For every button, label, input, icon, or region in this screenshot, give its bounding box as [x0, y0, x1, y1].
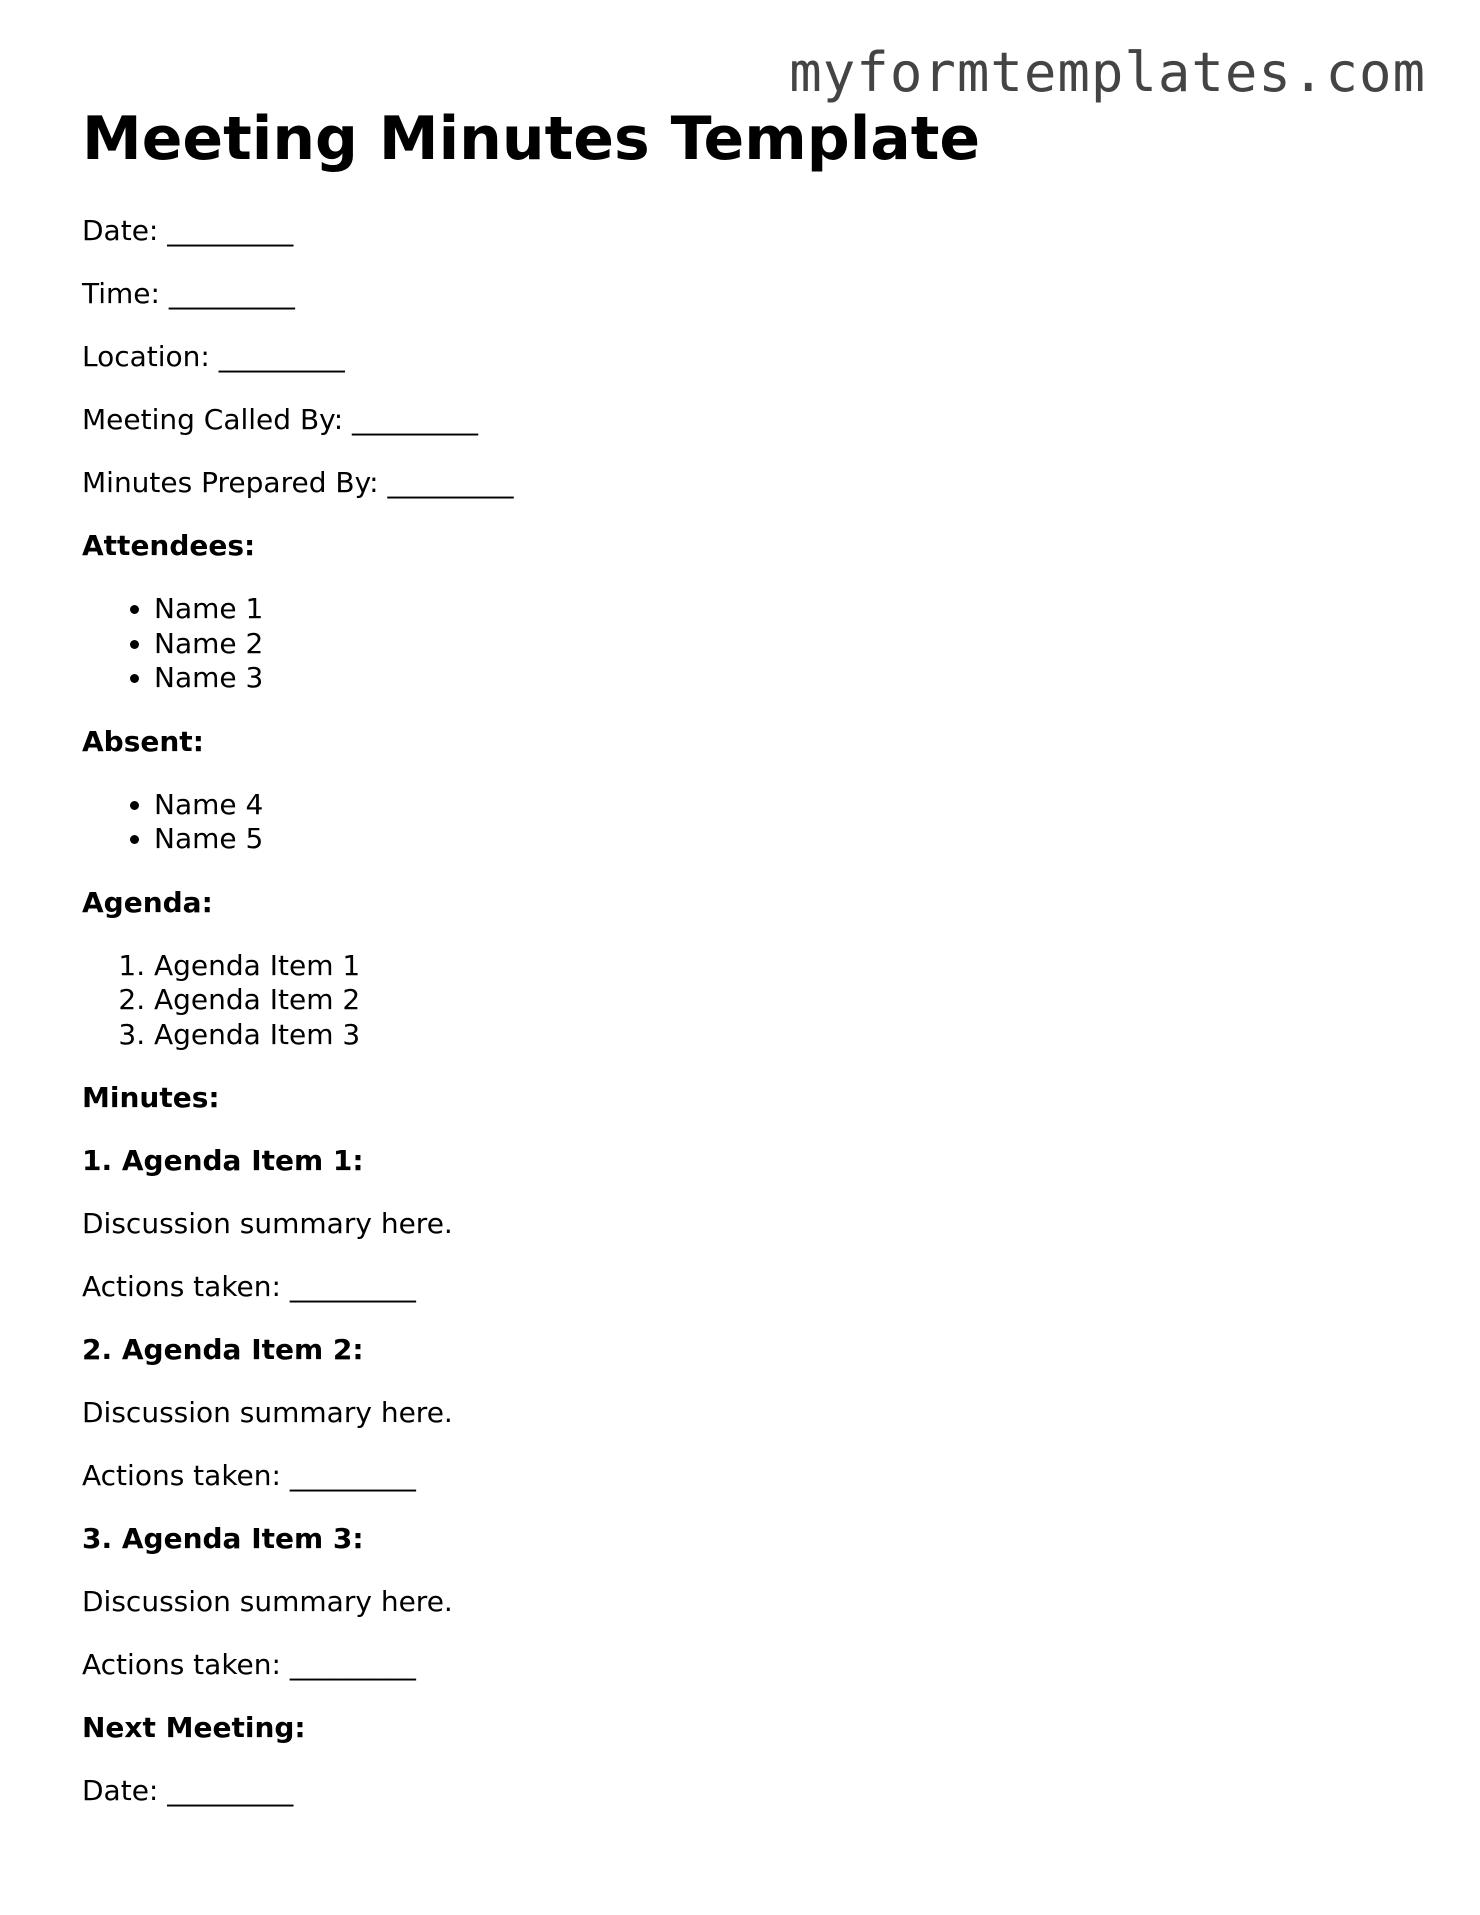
actions-taken-blank[interactable]: _________	[289, 1459, 416, 1492]
next-meeting-date-label: Date:	[82, 1774, 159, 1807]
discussion-summary: Discussion summary here.	[82, 1585, 453, 1618]
absent-list	[82, 788, 1402, 857]
actions-taken-field[interactable]	[82, 1648, 1402, 1682]
date-field-blank[interactable]: _________	[167, 214, 294, 247]
next-meeting-date-field[interactable]	[82, 1774, 1402, 1808]
list-item: • Name 1	[154, 592, 1402, 627]
discussion-summary: Discussion summary here.	[82, 1207, 453, 1240]
minutes-heading: Minutes:	[82, 1081, 220, 1114]
site-watermark: myformtemplates.com	[789, 41, 1426, 104]
date-field[interactable]	[82, 214, 1402, 248]
document-page	[82, 104, 1402, 1837]
minutes-item-heading: 3. Agenda Item 3:	[82, 1522, 364, 1555]
location-field[interactable]	[82, 340, 1402, 374]
actions-taken-blank[interactable]: _________	[289, 1648, 416, 1681]
time-field[interactable]	[82, 277, 1402, 311]
actions-taken-field[interactable]	[82, 1459, 1402, 1493]
agenda-list	[82, 949, 1402, 1053]
discussion-summary: Discussion summary here.	[82, 1396, 453, 1429]
agenda-heading: Agenda:	[82, 885, 213, 919]
time-field-label: Time:	[82, 277, 160, 310]
actions-taken-field[interactable]	[82, 1270, 1402, 1304]
list-item: 2. Agenda Item 2	[154, 983, 1402, 1018]
page-title: Meeting Minutes Template	[82, 104, 981, 174]
called-by-field-label: Meeting Called By:	[82, 403, 344, 436]
absent-heading: Absent:	[82, 724, 204, 758]
minutes-item-heading: 2. Agenda Item 2:	[82, 1333, 364, 1366]
time-field-blank[interactable]: _________	[168, 277, 295, 310]
attendees-list	[82, 592, 1402, 696]
actions-taken-label: Actions taken:	[82, 1648, 281, 1681]
prepared-by-field-label: Minutes Prepared By:	[82, 466, 379, 499]
actions-taken-blank[interactable]: _________	[289, 1270, 416, 1303]
list-item: • Name 3	[154, 661, 1402, 696]
list-item: • Name 5	[154, 822, 1402, 857]
attendees-heading: Attendees:	[82, 529, 256, 562]
list-item: • Name 4	[154, 788, 1402, 823]
called-by-field[interactable]	[82, 403, 1402, 437]
actions-taken-label: Actions taken:	[82, 1459, 281, 1492]
minutes-item-heading: 1. Agenda Item 1:	[82, 1144, 364, 1177]
next-meeting-date-blank[interactable]: _________	[167, 1774, 294, 1807]
prepared-by-field[interactable]	[82, 466, 1402, 500]
date-field-label: Date:	[82, 214, 159, 247]
next-meeting-heading: Next Meeting:	[82, 1711, 306, 1744]
location-field-blank[interactable]: _________	[218, 340, 345, 373]
location-field-label: Location:	[82, 340, 210, 373]
actions-taken-label: Actions taken:	[82, 1270, 281, 1303]
list-item: • Name 2	[154, 627, 1402, 662]
prepared-by-field-blank[interactable]: _________	[387, 466, 514, 499]
called-by-field-blank[interactable]: _________	[352, 403, 479, 436]
list-item: 3. Agenda Item 3	[154, 1018, 1402, 1053]
list-item: 1. Agenda Item 1	[154, 949, 1402, 984]
